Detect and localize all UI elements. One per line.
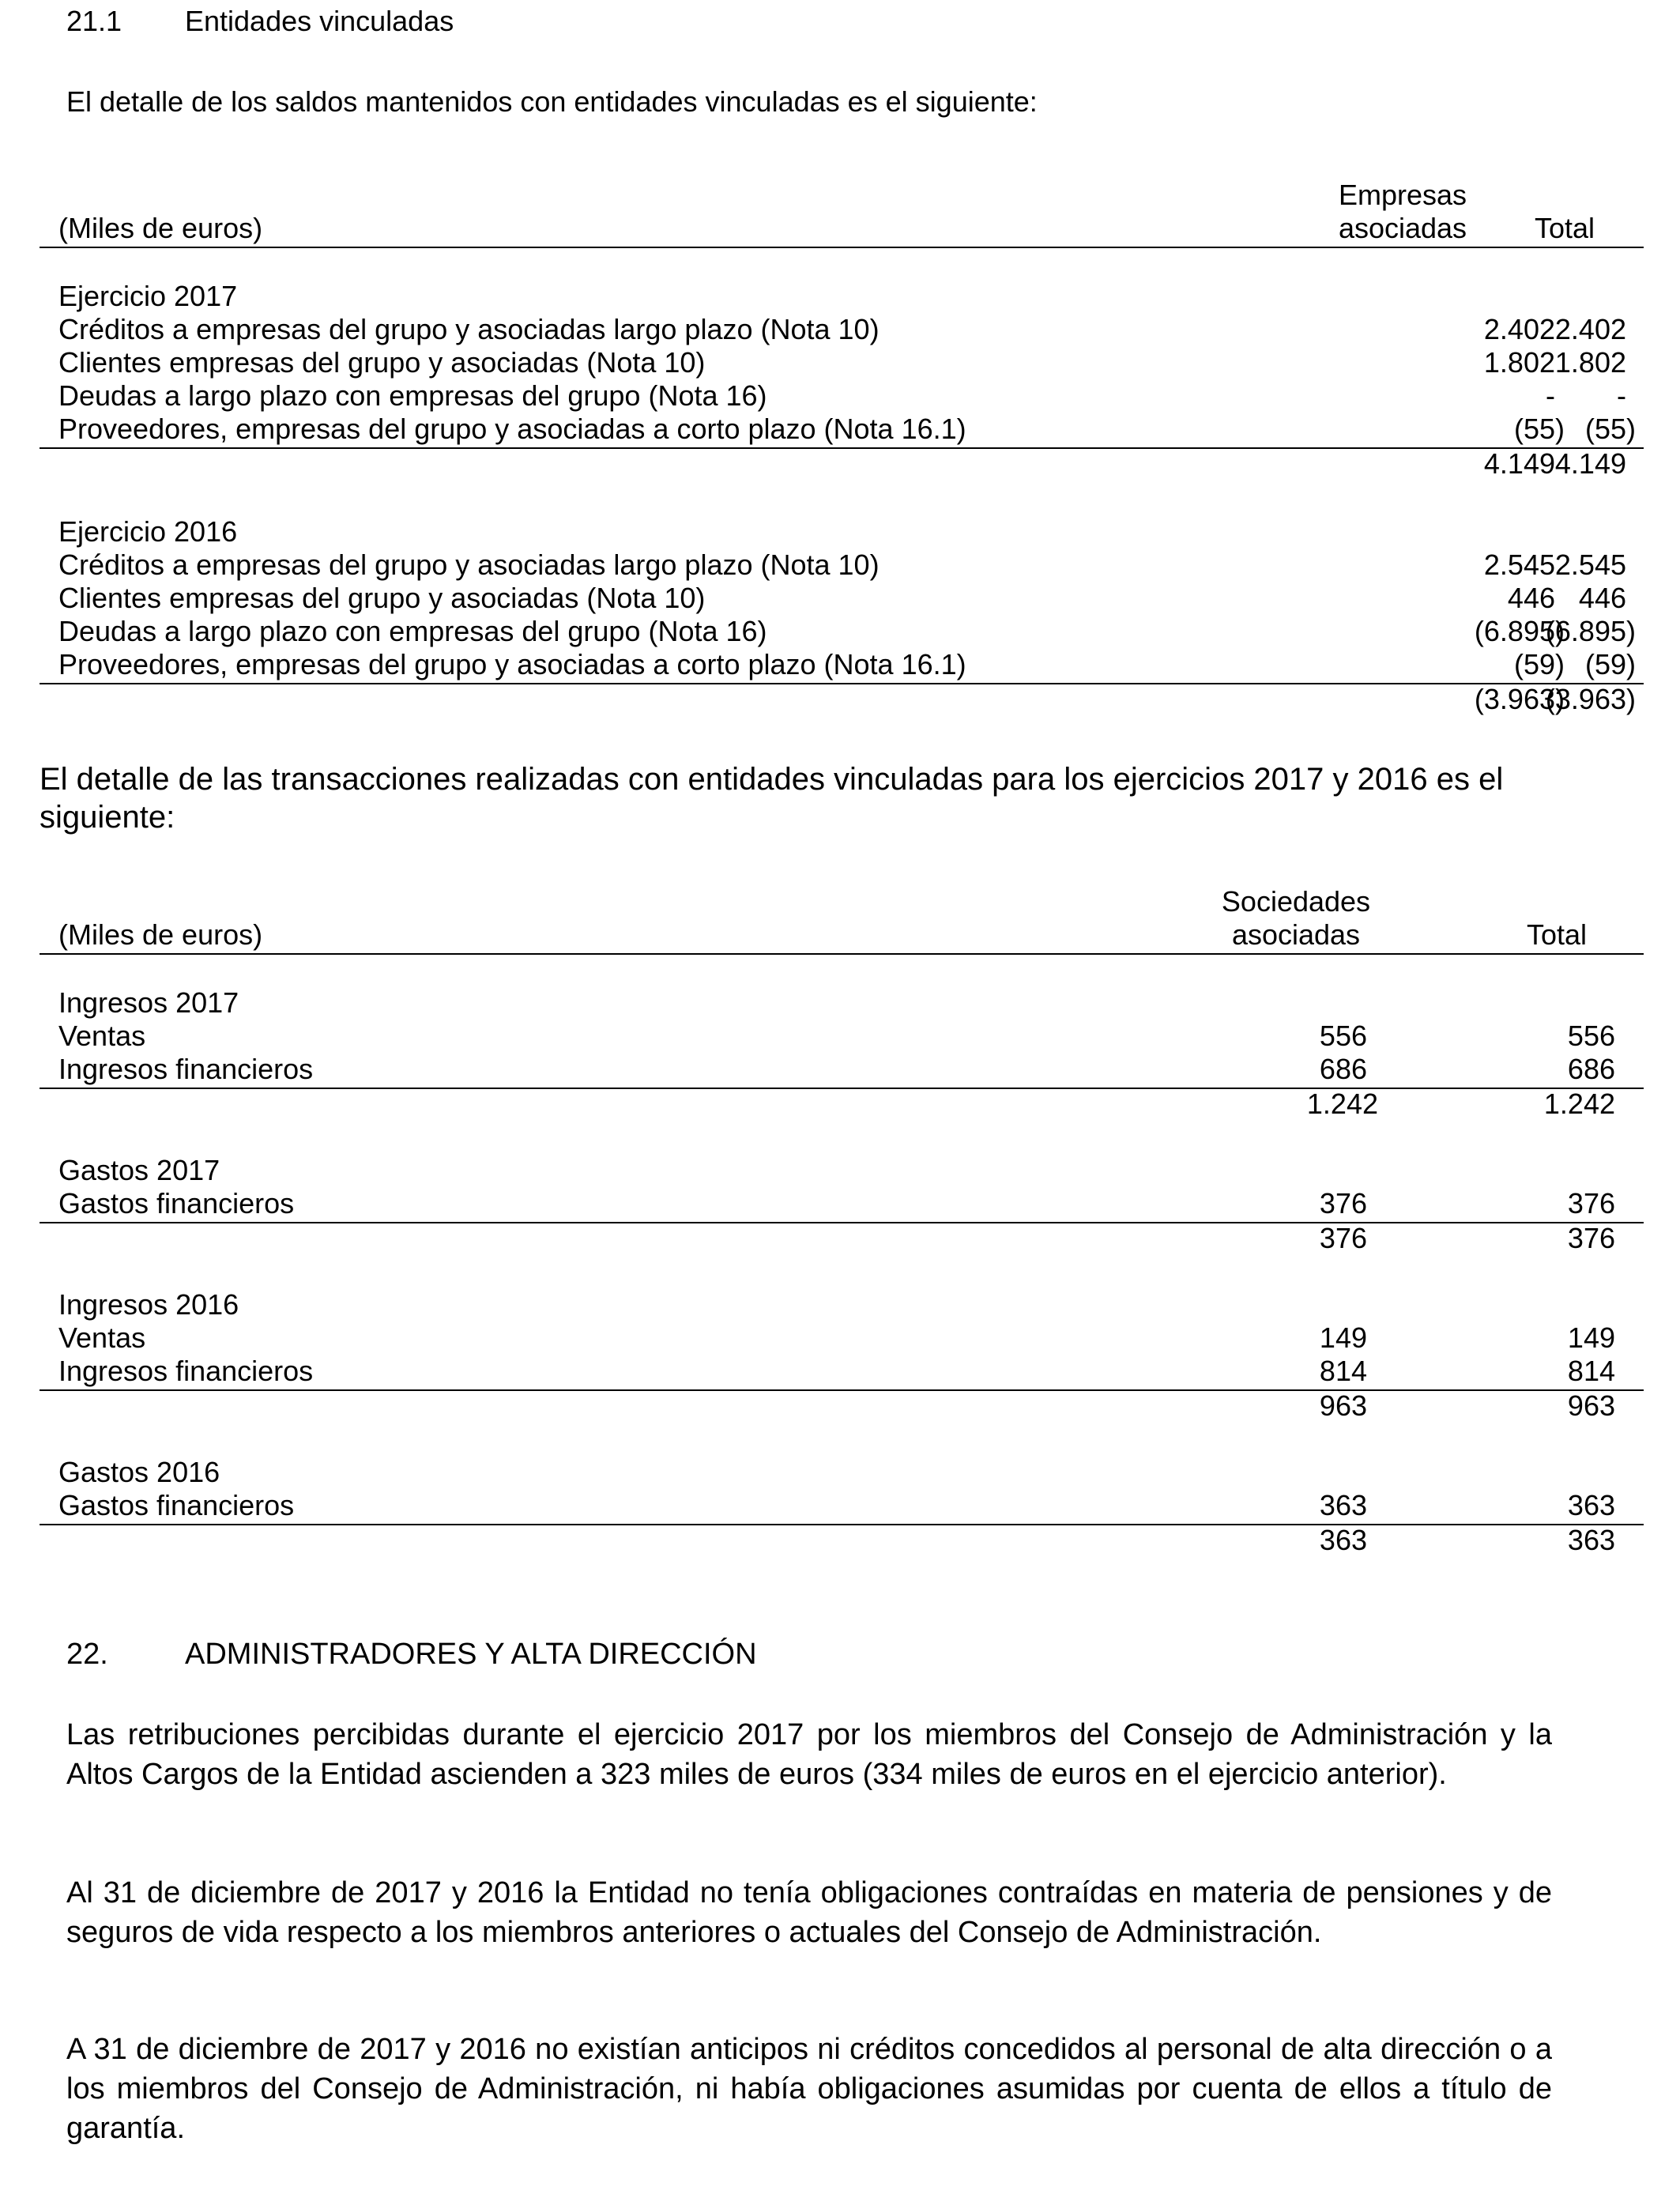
- subtotal-row: [40, 1222, 1644, 1255]
- subtotal-col1: (3.963): [1474, 683, 1565, 715]
- row-value-col1: 814: [1319, 1355, 1367, 1387]
- subtotal-row: [40, 1389, 1644, 1423]
- subtotal-row: [40, 447, 1644, 481]
- row-value-col2: 149: [1567, 1321, 1615, 1354]
- section-22-paragraph-1: Las retribuciones percibidas durante el ejercicio 2017 por los miembros del Consejo de Administración y la Altos Cargos de la Entidad ascienden a 323 miles de euros (334 miles de euros en el ejercicio anterior).: [66, 1718, 1552, 1791]
- balances-units-label: (Miles de euros): [58, 212, 263, 244]
- balances-intro: El detalle de los saldos mantenidos con entidades vinculadas es el siguiente:: [66, 85, 1038, 118]
- row-label: Proveedores, empresas del grupo y asociadas a corto plazo (Nota 16.1): [58, 413, 966, 445]
- balances-col1-header-line2: asociadas: [1338, 212, 1467, 244]
- table-row: [40, 379, 1644, 413]
- transactions-intro: El detalle de las transacciones realizadas con entidades vinculadas para los ejercicios 2017 y 2016 es el siguiente:: [40, 762, 1504, 835]
- table-row: [40, 548, 1644, 582]
- table-row: [40, 1020, 1644, 1053]
- row-value-col2: (59): [1584, 648, 1636, 680]
- subtotal-row: [40, 1088, 1644, 1121]
- row-label: Deudas a largo plazo con empresas del grupo (Nota 16): [58, 615, 767, 647]
- table-row: [40, 648, 1644, 681]
- row-value-col2: -: [1617, 379, 1626, 412]
- row-value-col1: 2.545: [1483, 548, 1555, 581]
- row-value-col2: 556: [1567, 1020, 1615, 1052]
- row-value-col1: 376: [1319, 1187, 1367, 1220]
- transactions-table: [40, 885, 1644, 1565]
- row-value-col1: 363: [1319, 1489, 1367, 1521]
- row-label: Ingresos financieros: [58, 1053, 314, 1085]
- subtotal-row: [40, 1524, 1644, 1557]
- subtotal-col1: 363: [1319, 1524, 1367, 1556]
- subtotal-col1: 376: [1319, 1222, 1367, 1254]
- block-title-text: Ingresos 2016: [58, 1288, 239, 1321]
- row-label: Ingresos financieros: [58, 1355, 314, 1387]
- row-label: Ventas: [58, 1020, 146, 1052]
- row-value-col2: 376: [1567, 1187, 1615, 1220]
- table-row: [40, 313, 1644, 346]
- table-row: [40, 413, 1644, 446]
- row-value-col1: -: [1546, 379, 1555, 412]
- row-label: Deudas a largo plazo con empresas del grupo (Nota 16): [58, 379, 767, 412]
- subtotal-col2: 363: [1567, 1524, 1615, 1556]
- row-value-col1: 556: [1319, 1020, 1367, 1052]
- transactions-col2-header: Total: [1526, 918, 1588, 951]
- section-21-1-number: 21.1: [66, 5, 122, 37]
- row-label: Gastos financieros: [58, 1489, 295, 1521]
- row-value-col2: 2.545: [1554, 548, 1626, 581]
- transactions-block-title: [40, 986, 1644, 1020]
- row-value-col1: (55): [1513, 413, 1565, 445]
- row-value-col1: (59): [1513, 648, 1565, 680]
- section-22-paragraph-3: A 31 de diciembre de 2017 y 2016 no existían anticipos ni créditos concedidos al personal de alta dirección o a los miembros del Consejo de Administración, ni había obligaciones asumidas por cuenta de ellos a título de garantía.: [66, 2033, 1552, 2145]
- row-value-col2: 814: [1567, 1355, 1615, 1387]
- subtotal-col2: 4.149: [1554, 447, 1626, 480]
- table-row: [40, 1355, 1644, 1388]
- row-value-col1: 2.402: [1483, 313, 1555, 345]
- subtotal-col1: 4.149: [1483, 447, 1555, 480]
- row-label: Clientes empresas del grupo y asociadas (Nota 10): [58, 582, 706, 614]
- table-row: [40, 1187, 1644, 1220]
- balances-table: [40, 179, 1644, 716]
- row-value-col2: 446: [1578, 582, 1626, 614]
- balances-block-title: [40, 515, 1644, 548]
- transactions-header-rule: [40, 953, 1644, 955]
- row-value-col2: (6.895): [1545, 615, 1636, 647]
- table-row: [40, 1053, 1644, 1086]
- row-value-col1: 686: [1319, 1053, 1367, 1085]
- row-value-col1: 149: [1319, 1321, 1367, 1354]
- transactions-units-label: (Miles de euros): [58, 918, 263, 951]
- balances-block-title: [40, 280, 1644, 313]
- row-value-col2: 2.402: [1554, 313, 1626, 345]
- block-title-text: Ingresos 2017: [58, 986, 239, 1019]
- balances-header-rule: [40, 247, 1644, 248]
- row-value-col1: (6.895): [1474, 615, 1565, 647]
- section-21-1-title: Entidades vinculadas: [185, 5, 454, 37]
- block-title-text: Ejercicio 2017: [58, 280, 238, 312]
- balances-col1-header-line1: Empresas: [1338, 179, 1467, 211]
- subtotal-col2: 963: [1567, 1389, 1615, 1422]
- block-title-text: Gastos 2016: [58, 1456, 220, 1488]
- table-row: [40, 1321, 1644, 1355]
- row-label: Créditos a empresas del grupo y asociadas largo plazo (Nota 10): [58, 548, 880, 581]
- subtotal-col2: (3.963): [1545, 683, 1636, 715]
- transactions-col1-header-line1: Sociedades: [1221, 885, 1371, 918]
- transactions-block-title: [40, 1154, 1644, 1187]
- row-value-col2: 363: [1567, 1489, 1615, 1521]
- row-value-col1: 1.802: [1483, 346, 1555, 379]
- section-22-number: 22.: [66, 1638, 108, 1671]
- subtotal-row: [40, 683, 1644, 716]
- row-label: Créditos a empresas del grupo y asociadas largo plazo (Nota 10): [58, 313, 880, 345]
- balances-col2-header: Total: [1534, 212, 1595, 244]
- table-row: [40, 582, 1644, 615]
- row-value-col1: 446: [1507, 582, 1555, 614]
- table-row: [40, 1489, 1644, 1522]
- subtotal-col1: 1.242: [1306, 1088, 1378, 1120]
- transactions-col1-header-line2: asociadas: [1231, 918, 1361, 951]
- row-value-col2: 686: [1567, 1053, 1615, 1085]
- section-22-title: ADMINISTRADORES Y ALTA DIRECCIÓN: [185, 1638, 757, 1671]
- row-label: Ventas: [58, 1321, 146, 1354]
- subtotal-col1: 963: [1319, 1389, 1367, 1422]
- row-label: Clientes empresas del grupo y asociadas (Nota 10): [58, 346, 706, 379]
- row-label: Proveedores, empresas del grupo y asociadas a corto plazo (Nota 16.1): [58, 648, 966, 680]
- section-22-paragraph-2: Al 31 de diciembre de 2017 y 2016 la Entidad no tenía obligaciones contraídas en materia de pensiones y de seguros de vida respecto a los miembros anteriores o actuales del Consejo de Administración.: [66, 1876, 1552, 1949]
- transactions-block-title: [40, 1456, 1644, 1489]
- table-row: [40, 346, 1644, 379]
- table-row: [40, 615, 1644, 648]
- row-value-col2: (55): [1584, 413, 1636, 445]
- row-label: Gastos financieros: [58, 1187, 295, 1220]
- subtotal-col2: 1.242: [1543, 1088, 1615, 1120]
- transactions-block-title: [40, 1288, 1644, 1321]
- block-title-text: Ejercicio 2016: [58, 515, 238, 548]
- block-title-text: Gastos 2017: [58, 1154, 220, 1186]
- row-value-col2: 1.802: [1554, 346, 1626, 379]
- subtotal-col2: 376: [1567, 1222, 1615, 1254]
